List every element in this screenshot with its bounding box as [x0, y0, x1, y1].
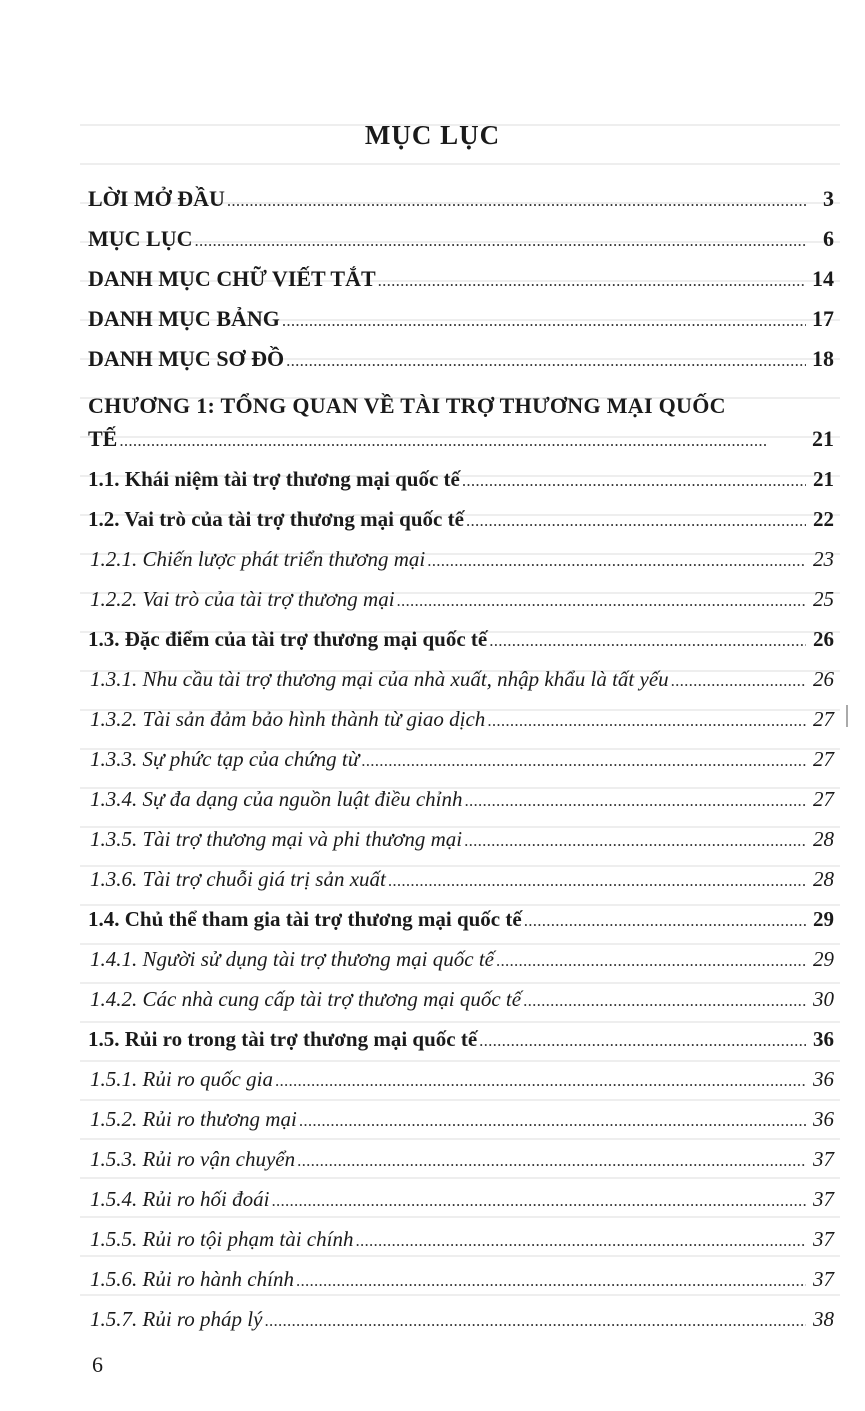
dot-leader: [671, 666, 806, 692]
toc-subsection[interactable]: [88, 1146, 834, 1186]
dot-leader: [489, 626, 806, 652]
toc-entry-title: 1.5. Rủi ro trong tài trợ thương mại quốc tế: [88, 1027, 478, 1051]
toc-entry-title: LỜI MỞ ĐẦU: [88, 186, 225, 211]
toc-entry-page: 23: [813, 547, 834, 571]
toc-subsection[interactable]: [88, 586, 834, 626]
toc-entry-title: 1.3.1. Nhu cầu tài trợ thương mại của nhà xuất, nhập khẩu là tất yếu: [90, 667, 669, 691]
toc-subsection[interactable]: [88, 1226, 834, 1266]
toc-entry[interactable]: [88, 306, 834, 346]
dot-leader: [523, 986, 806, 1012]
dot-leader: [275, 1066, 806, 1092]
page-number: 6: [92, 1352, 103, 1377]
toc-section[interactable]: [88, 906, 834, 946]
toc-entry-page: 18: [812, 346, 834, 371]
toc-entry-title: 1.2.2. Vai trò của tài trợ thương mại: [90, 587, 395, 611]
toc-entry-page: 22: [813, 507, 834, 531]
toc-subsection[interactable]: [88, 706, 834, 746]
toc-entry-title: 1.3.4. Sự đa dạng của nguồn luật điều chỉnh: [90, 787, 463, 811]
toc-entry-title: 1.3.5. Tài trợ thương mại và phi thương mại: [90, 827, 463, 851]
toc-entry-page: 36: [813, 1027, 834, 1051]
dot-leader: [466, 506, 806, 532]
dot-leader: [427, 546, 806, 572]
dot-leader: [378, 266, 806, 292]
toc-entry-title: 1.5.3. Rủi ro vận chuyển: [90, 1147, 296, 1171]
dot-leader: [264, 1306, 806, 1332]
toc-entry-page: 38: [813, 1307, 834, 1331]
dot-leader: [286, 346, 806, 372]
toc-subsection[interactable]: [88, 1266, 834, 1306]
toc-subsection[interactable]: [88, 546, 834, 586]
toc-entry-title: DANH MỤC BẢNG: [88, 306, 280, 331]
toc-section[interactable]: [88, 506, 834, 546]
chapter-heading[interactable]: CHƯƠNG 1: TỔNG QUAN VỀ TÀI TRỢ THƯƠNG MẠI QUỐC: [88, 393, 726, 418]
toc-subsection[interactable]: [88, 1066, 834, 1106]
toc-entry-title: 1.3.6. Tài trợ chuỗi giá trị sản xuất: [90, 867, 386, 891]
toc-entry-page: 27: [813, 747, 834, 771]
toc-entry-page: 17: [812, 306, 834, 331]
toc-entry-page: 21: [812, 426, 834, 451]
dot-leader: [465, 786, 806, 812]
toc-entry-title: 1.3.3. Sự phức tạp của chứng từ: [90, 747, 360, 771]
toc-entry-title: 1.3. Đặc điểm của tài trợ thương mại quốc tế: [88, 627, 488, 651]
toc-subsection[interactable]: [88, 946, 834, 986]
toc-subsection[interactable]: [88, 986, 834, 1026]
toc-subsection[interactable]: [88, 746, 834, 786]
toc-entry-page: 3: [823, 186, 834, 211]
dot-leader: [524, 906, 806, 932]
toc-entry-title: 1.2. Vai trò của tài trợ thương mại quốc tế: [88, 507, 464, 531]
toc-subsection[interactable]: [88, 1106, 834, 1146]
dot-leader: [227, 186, 806, 212]
toc-subsection[interactable]: [88, 826, 834, 866]
toc-entry-title: 1.1. Khái niệm tài trợ thương mại quốc tế: [88, 467, 460, 491]
toc-subsection[interactable]: [88, 1186, 834, 1226]
toc-entry-title: 1.5.7. Rủi ro pháp lý: [90, 1307, 263, 1331]
toc-entry-page: 30: [813, 987, 834, 1011]
page-title: MỤC LỤC: [364, 120, 501, 150]
dot-leader: [397, 586, 806, 612]
toc-subsection[interactable]: [88, 866, 834, 906]
toc-entry-title: 1.4.2. Các nhà cung cấp tài trợ thương mại quốc tế: [90, 987, 522, 1011]
toc-entry-title: DANH MỤC CHỮ VIẾT TẮT: [88, 266, 376, 291]
toc-section[interactable]: [88, 466, 834, 506]
toc-entry-title: 1.5.4. Rủi ro hối đoái: [90, 1187, 270, 1211]
dot-leader: [496, 946, 806, 972]
toc-entry-title: 1.4. Chủ thể tham gia tài trợ thương mại quốc tế: [88, 907, 522, 931]
toc-entry-page: 21: [813, 467, 834, 491]
toc-entry-page: 27: [813, 787, 834, 811]
toc-section[interactable]: [88, 626, 834, 666]
dot-leader: [462, 466, 806, 492]
toc-entry-title: 1.4.1. Người sử dụng tài trợ thương mại quốc tế: [90, 947, 494, 971]
toc-entry-page: 29: [813, 947, 834, 971]
dot-leader: [388, 866, 806, 892]
margin-mark: [846, 705, 848, 727]
toc-subsection[interactable]: [88, 1306, 834, 1346]
toc-entry[interactable]: [88, 266, 834, 306]
dot-leader: [296, 1266, 806, 1292]
table-of-contents: [88, 186, 834, 1346]
toc-entry[interactable]: [88, 186, 834, 226]
toc-entry[interactable]: [88, 346, 834, 386]
toc-entry-page: 6: [823, 226, 834, 251]
toc-subsection[interactable]: [88, 666, 834, 706]
dot-leader: [271, 1186, 806, 1212]
toc-entry-title: 1.5.6. Rủi ro hành chính: [90, 1267, 294, 1291]
dot-leader: [487, 706, 806, 732]
toc-entry-title: DANH MỤC SƠ ĐỒ: [88, 346, 285, 371]
dot-leader: [297, 1146, 806, 1172]
toc-entry-title: 1.5.5. Rủi ro tội phạm tài chính: [90, 1227, 354, 1251]
toc-entry-page: 28: [813, 867, 834, 891]
toc-entry-page: 26: [813, 667, 834, 691]
toc-entry-title: TẾ: [88, 426, 118, 451]
toc-entry-page: 37: [813, 1227, 834, 1251]
toc-entry-page: 29: [813, 907, 834, 931]
toc-entry-title: 1.5.2. Rủi ro thương mại: [90, 1107, 297, 1131]
chapter-heading-cont[interactable]: [88, 426, 834, 466]
toc-entry-page: 27: [813, 707, 834, 731]
toc-entry-page: 37: [813, 1267, 834, 1291]
toc-entry-page: 37: [813, 1147, 834, 1171]
dot-leader: [282, 306, 806, 332]
toc-entry-page: 25: [813, 587, 834, 611]
toc-entry-page: 36: [813, 1107, 834, 1131]
toc-entry-title: 1.5.1. Rủi ro quốc gia: [90, 1067, 273, 1091]
dot-leader: [119, 426, 806, 452]
toc-entry-page: 28: [813, 827, 834, 851]
dot-leader: [464, 826, 806, 852]
dot-leader: [361, 746, 806, 772]
toc-entry-page: 26: [813, 627, 834, 651]
toc-section[interactable]: [88, 1026, 834, 1066]
toc-entry-title: MỤC LỤC: [88, 226, 193, 251]
toc-entry-page: 36: [813, 1067, 834, 1091]
dot-leader: [195, 226, 807, 252]
toc-entry-page: 14: [812, 266, 834, 291]
dot-leader: [479, 1026, 806, 1052]
dot-leader: [355, 1226, 806, 1252]
toc-subsection[interactable]: [88, 786, 834, 826]
toc-entry-title: 1.3.2. Tài sản đảm bảo hình thành từ giao dịch: [90, 707, 486, 731]
dot-leader: [299, 1106, 806, 1132]
toc-entry-title: 1.2.1. Chiến lược phát triển thương mại: [90, 547, 426, 571]
toc-entry-page: 37: [813, 1187, 834, 1211]
toc-entry[interactable]: [88, 226, 834, 266]
